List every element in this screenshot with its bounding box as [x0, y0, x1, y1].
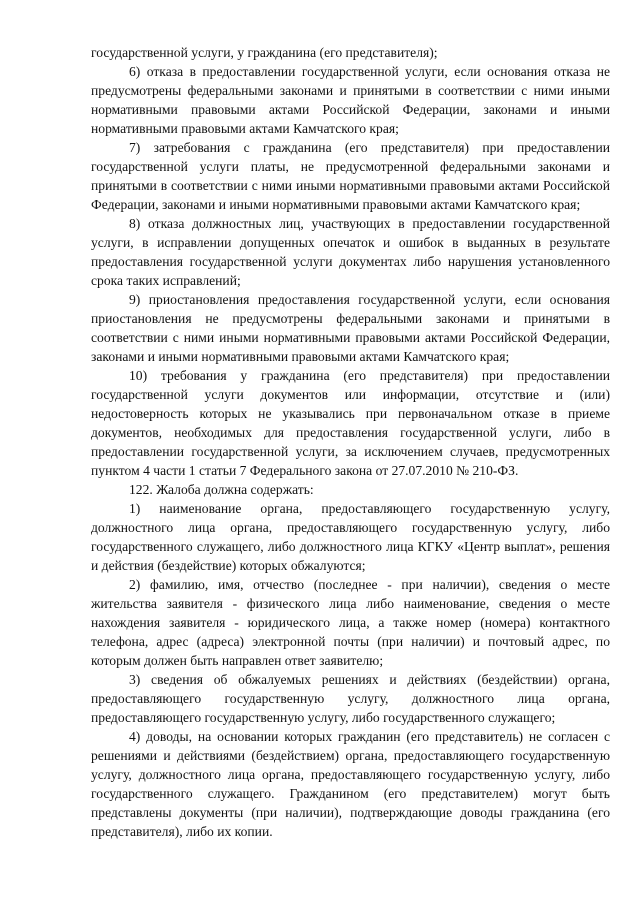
paragraph-section-122: 122. Жалоба должна содержать: — [129, 482, 314, 497]
paragraph-item-7: 7) затребования с гражданина (его представителя) при предоставлении государственной услуги платы, не предусмотренной федеральными законами и принятыми в соответствии с ними иными нормативными правовыми актами Российской Федерации, законами и иными нормативными правовыми актами Камчатского края; — [91, 140, 610, 212]
document-page — [91, 43, 610, 841]
paragraph-complaint-item-3: 3) сведения об обжалуемых решениях и действиях (бездействии) органа, предоставляющего государственную услугу, должностного лица органа, предоставляющего государственную услугу, либо государственного служащего; — [91, 672, 610, 725]
paragraph-complaint-item-4: 4) доводы, на основании которых гражданин (его представитель) не согласен с решениями и действиями (бездействием) органа, предоставляющего государственную услугу, должностного лица органа, предоставляющего государственную услугу, либо государственного служащего. Гражданином (его представителем) могут быть представлены документы (при наличии), подтверждающие доводы гражданина (его представителя), либо их копии. — [91, 729, 610, 839]
paragraph-complaint-item-1: 1) наименование органа, предоставляющего государственную услугу, должностного лица органа, предоставляющего государственную услугу, либо государственного служащего, либо должностного лица КГКУ «Центр выплат», решения и действия (бездействие) которых обжалуются; — [91, 501, 610, 573]
paragraph-continuation: государственной услуги, у гражданина (его представителя); — [91, 45, 438, 60]
paragraph-item-6: 6) отказа в предоставлении государственной услуги, если основания отказа не предусмотрены федеральными законами и принятыми в соответствии с ними иными нормативными правовыми актами Российской Федерации, законами и иными нормативными правовыми актами Камчатского края; — [91, 64, 610, 136]
paragraph-complaint-item-2: 2) фамилию, имя, отчество (последнее - при наличии), сведения о месте жительства заявителя - физического лица либо наименование, сведения о месте нахождения заявителя - юридического лица, а также номер (номера) контактного телефона, адрес (адреса) электронной почты (при наличии) и почтовый адрес, по которым должен быть направлен ответ заявителю; — [91, 577, 610, 668]
paragraph-item-8: 8) отказа должностных лиц, участвующих в предоставлении государственной услуги, в исправлении допущенных опечаток и ошибок в выданных в результате предоставления государственной услуги документах либо нарушения установленного срока таких исправлений; — [91, 216, 610, 288]
paragraph-item-10: 10) требования у гражданина (его представителя) при предоставлении государственной услуги документов или информации, отсутствие и (или) недостоверность которых не указывались при первоначальном отказе в приеме документов, необходимых для предоставления государственной услуги, либо в предоставлении государственной услуги, за исключением случаев, предусмотренных пунктом 4 части 1 статьи 7 Федерального закона от 27.07.2010 № 210-ФЗ. — [91, 368, 610, 478]
paragraph-item-9: 9) приостановления предоставления государственной услуги, если основания приостановления не предусмотрены федеральными законами и принятыми в соответствии с ними иными нормативными правовыми актами Российской Федерации, законами и иными нормативными правовыми актами Камчатского края; — [91, 292, 610, 364]
